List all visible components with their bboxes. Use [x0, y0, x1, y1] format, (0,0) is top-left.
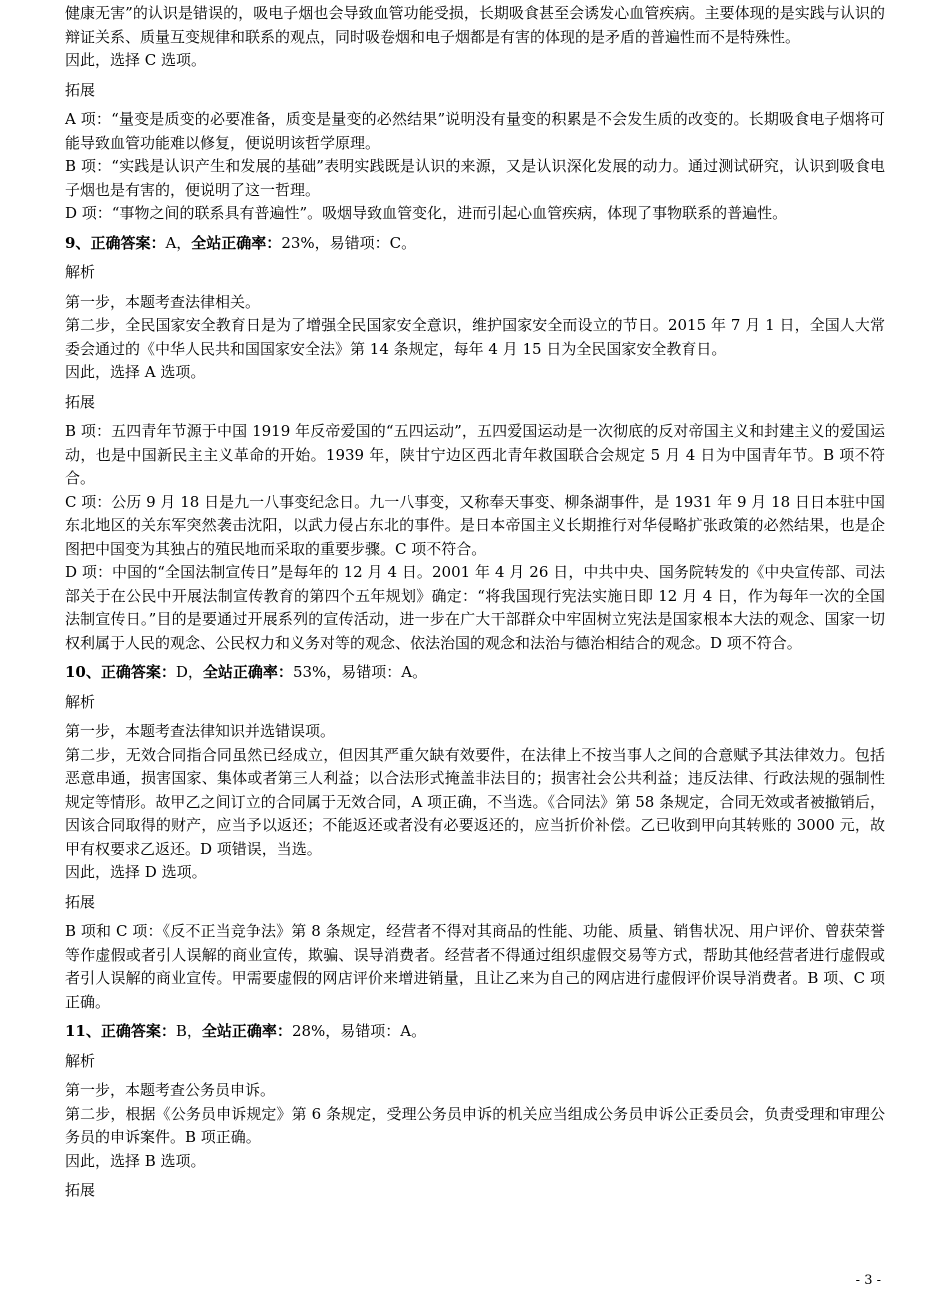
step-1: 第一步，本题考查法律相关。 — [65, 292, 261, 311]
answer-heading-10 — [65, 661, 885, 685]
conclusion: 因此，选择 A 选项。 — [65, 363, 206, 381]
rate-label: 全站正确率： — [202, 663, 293, 681]
answer-value: B， — [175, 1022, 202, 1040]
paragraph: 健康无害”的认识是错误的，吸电子烟也会导致血管功能受损，长期吸食甚至会诱发心血管疾病。主要体现的是实践与认识的辩证关系、质量互变规律和联系的观点，同时吸卷烟和电子烟都是有害的体现的是矛盾的普遍性而不是特殊性。 — [65, 4, 885, 46]
step-2: 第二步，全民国家安全教育日是为了增强全民国家安全意识，维护国家安全而设立的节日。2015 年 7 月 1 日，全国人大常委会通过的《中华人民共和国国家安全法》第 14 条规定，每年 4 月 15 日为全民国家安全教育日。 — [65, 316, 885, 358]
conclusion: 因此，选择 D 选项。 — [65, 863, 207, 881]
answer-value: D， — [175, 663, 203, 681]
step-2: 第二步，根据《公务员申诉规定》第 6 条规定，受理公务员申诉的机关应当组成公务员申诉公正委员会，负责受理和审理公务员的申诉案件。B 项正确。 — [65, 1104, 885, 1146]
answer-value: A， — [165, 233, 192, 252]
step-1: 第一步，本题考查公务员申诉。 — [65, 1081, 276, 1099]
extension-item-a: A 项：“量变是质变的必要准备，质变是量变的必然结果”说明没有量变的积累是不会发生质的改变的。长期吸食电子烟将可能导致血管功能难以修复，便说明该哲学原理。 — [65, 110, 885, 152]
section-label-extension: 拓展 — [65, 392, 96, 411]
extension-item-d: D 项：中国的“全国法制宣传日”是每年的 12 月 4 日。2001 年 4 月 26 日，中共中央、国务院转发的《中央宣传部、司法部关于在公民中开展法制宣传教育的第四个五年规划》确定：“将我国现行宪法实施日即 12 月 4 日，作为每年一次的全国法制宣传日。”目的是要通过开展系列的宣传活动，进一步在广大干部群众中牢固树立宪法是国家根本大法的观念、国家一切权利属于人民的观念、公民权力和义务对等的观念、依法治国的观念和法治与德治相结合的观念。D 项不符合。 — [65, 563, 885, 652]
question-number: 9、 — [65, 233, 91, 252]
document-page — [65, 2, 885, 1203]
extension-item-b: B 项：五四青年节源于中国 1919 年反帝爱国的“五四运动”，五四爱国运动是一次彻底的反对帝国主义和封建主义的爱国运动，也是中国新民主主义革命的开始。1939 年，陕甘宁边区西北青年救国联合会规定 5 月 4 日为中国青年节。B 项不符合。 — [65, 422, 885, 487]
page-number: - 3 - — [855, 1273, 881, 1288]
extension-item-d: D 项：“事物之间的联系具有普遍性”。吸烟导致血管变化，进而引起心血管疾病，体现了事物联系的普遍性。 — [65, 204, 788, 222]
step-1: 第一步，本题考查法律知识并选错误项。 — [65, 722, 336, 740]
answer-heading-9 — [65, 232, 885, 256]
extension-item-b: B 项：“实践是认识产生和发展的基础”表明实践既是认识的来源，又是认识深化发展的动力。通过测试研究，认识到吸食电子烟也是有害的，便说明了这一哲理。 — [65, 157, 885, 199]
question-number: 11、 — [65, 1022, 101, 1040]
section-label-extension: 拓展 — [65, 892, 96, 911]
rate-value: 28%，易错项：A。 — [291, 1022, 427, 1040]
section-label-analysis: 解析 — [65, 263, 96, 281]
rate-value: 53%，易错项：A。 — [292, 663, 428, 681]
rate-label: 全站正确率： — [201, 1022, 292, 1040]
conclusion: 因此，选择 B 选项。 — [65, 1151, 206, 1170]
answer-label: 正确答案： — [90, 233, 166, 252]
extension-item-c: C 项：公历 9 月 18 日是九一八事变纪念日。九一八事变，又称奉天事变、柳条湖事件，是 1931 年 9 月 18 日日本驻中国东北地区的关东军突然袭击沈阳，以武力侵占东北的事件。是日本帝国主义长期推行对华侵略扩张政策的必然结果，也是企图把中国变为其独占的殖民地而采取的重要步骤。C 项不符合。 — [65, 492, 885, 558]
section-label-extension: 拓展 — [65, 1181, 96, 1199]
rate-label: 全站正确率： — [191, 233, 282, 252]
section-label-analysis: 解析 — [65, 692, 96, 711]
section-label-extension: 拓展 — [65, 80, 96, 99]
step-2: 第二步，无效合同指合同虽然已经成立，但因其严重欠缺有效要件，在法律上不按当事人之间的合意赋予其法律效力。包括恶意串通，损害国家、集体或者第三人利益；以合法形式掩盖非法目的；损害社会公共利益；违反法律、行政法规的强制性规定等情形。故甲乙之间订立的合同属于无效合同，A 项正确，不当选。《合同法》第 58 条规定，合同无效或者被撤销后，因该合同取得的财产，应当予以返还；不能返还或者没有必要返还的，应当折价补偿。乙已收到甲向其转账的 3000 元，故甲有权要求乙返还。D 项错误，当选。 — [65, 745, 885, 858]
extension-item-bc: B 项和 C 项：《反不正当竞争法》第 8 条规定，经营者不得对其商品的性能、功能、质量、销售状况、用户评价、曾获荣誉等作虚假或者引人误解的商业宣传，欺骗、误导消费者。经营者不得通过组织虚假交易等方式，帮助其他经营者进行虚假或者引人误解的商业宣传。甲需要虚假的网店评价来增进销量，且让乙来为自己的网店进行虚假评价误导消费者。B 项、C 项正确。 — [65, 922, 885, 1011]
conclusion: 因此，选择 C 选项。 — [65, 51, 207, 69]
question-number: 10、 — [65, 663, 101, 681]
answer-label: 正确答案： — [100, 663, 176, 681]
rate-value: 23%，易错项：C。 — [281, 233, 417, 252]
answer-label: 正确答案： — [100, 1022, 176, 1040]
section-label-analysis: 解析 — [65, 1051, 96, 1070]
answer-heading-11 — [65, 1020, 885, 1044]
